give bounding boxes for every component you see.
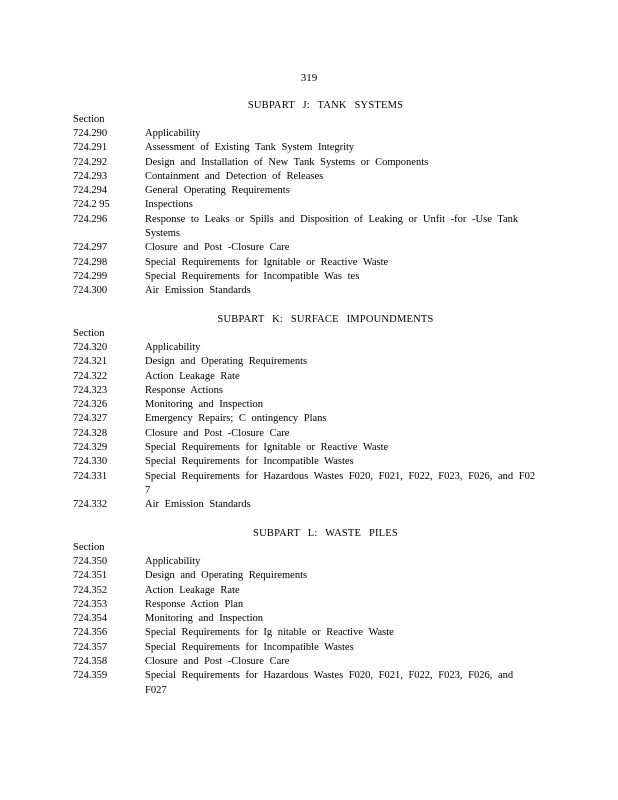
section-entry bbox=[73, 370, 538, 384]
section-number: 724.351 bbox=[73, 570, 108, 582]
section-entry bbox=[73, 141, 538, 155]
section-number: 724.2 95 bbox=[73, 199, 110, 211]
section-entry bbox=[73, 156, 538, 170]
section-entry bbox=[73, 598, 538, 612]
section-title: Special Requirements for Hazardous Wastes F020, F021, F022, F023, F026, and F027 bbox=[145, 670, 514, 696]
section-entry bbox=[73, 213, 538, 242]
section-label: Section bbox=[73, 114, 105, 125]
section-entry bbox=[73, 655, 538, 669]
section-entry bbox=[73, 498, 538, 512]
section-title: Inspections bbox=[145, 199, 193, 211]
section-title: Emergency Repairs; C ontingency Plans bbox=[145, 413, 327, 425]
section-entry bbox=[73, 284, 538, 298]
section-title: Special Requirements for Incompatible Wastes bbox=[145, 641, 354, 653]
subpart-heading: SUBPART K: SURFACE IMPOUNDMENTS bbox=[217, 314, 434, 325]
section-number: 724.323 bbox=[73, 384, 108, 396]
section-number: 724.358 bbox=[73, 656, 108, 668]
section-title: Action Leakage Rate bbox=[145, 584, 240, 596]
section-entry bbox=[73, 241, 538, 255]
section-entry bbox=[73, 626, 538, 640]
section-title: Response to Leaks or Spills and Disposition of Leaking or Unfit -for -Use Tank Systems bbox=[145, 213, 519, 240]
section-title: Design and Operating Requirements bbox=[145, 570, 308, 582]
section-entry bbox=[73, 555, 538, 569]
section-title: Closure and Post -Closure Care bbox=[145, 656, 290, 668]
section-number: 724.328 bbox=[73, 427, 108, 439]
section-title: General Operating Requirements bbox=[145, 185, 290, 197]
section-label: Section bbox=[73, 542, 105, 553]
section-number: 724.357 bbox=[73, 641, 108, 653]
section-title: Applicability bbox=[145, 342, 201, 353]
section-entry bbox=[73, 669, 538, 698]
section-number: 724.290 bbox=[73, 128, 108, 139]
section-number: 724.354 bbox=[73, 613, 108, 625]
section-title: Response Action Plan bbox=[145, 598, 244, 610]
section-entry bbox=[73, 641, 538, 655]
section-number: 724.299 bbox=[73, 270, 108, 282]
section-title: Special Requirements for Ignitable or Reactive Waste bbox=[145, 442, 389, 454]
section-number: 724.293 bbox=[73, 170, 108, 182]
section-number: 724.321 bbox=[73, 356, 108, 368]
section-entry bbox=[73, 384, 538, 398]
subpart-heading: SUBPART L: WASTE PILES bbox=[253, 528, 398, 539]
section-title: Assessment of Existing Tank System Integrity bbox=[145, 142, 355, 154]
section-number: 724.353 bbox=[73, 598, 108, 610]
section-number: 724.332 bbox=[73, 499, 108, 511]
section-title: Design and Installation of New Tank Systems or Components bbox=[145, 156, 429, 168]
page-number: 319 bbox=[300, 72, 318, 84]
section-number: 724.291 bbox=[73, 142, 108, 154]
section-entry bbox=[73, 584, 538, 598]
section-title: Special Requirements for Incompatible Wastes bbox=[145, 456, 354, 468]
section-title: Special Requirements for Ignitable or Reactive Waste bbox=[145, 256, 389, 268]
section-title: Design and Operating Requirements bbox=[145, 356, 308, 368]
subpart-l bbox=[73, 526, 538, 698]
section-title: Special Requirements for Ig nitable or Reactive Waste bbox=[145, 627, 394, 639]
section-title: Closure and Post -Closure Care bbox=[145, 427, 290, 439]
section-title: Monitoring and Inspection bbox=[145, 613, 263, 625]
section-entry bbox=[73, 170, 538, 184]
section-entry bbox=[73, 341, 538, 355]
section-entry bbox=[73, 256, 538, 270]
section-entry bbox=[73, 612, 538, 626]
section-entry bbox=[73, 198, 538, 212]
section-number: 724.331 bbox=[73, 470, 108, 482]
section-title: Closure and Post -Closure Care bbox=[145, 242, 290, 254]
section-number: 724.300 bbox=[73, 285, 108, 297]
section-entry bbox=[73, 441, 538, 455]
section-number: 724.356 bbox=[73, 627, 108, 639]
section-title: Special Requirements for Hazardous Wastes F020, F021, F022, F023, F026, and F02 7 bbox=[145, 470, 536, 496]
section-title: Air Emission Standards bbox=[145, 285, 251, 297]
section-number: 724.329 bbox=[73, 442, 108, 454]
section-entry bbox=[73, 184, 538, 198]
subpart-k bbox=[73, 312, 538, 513]
section-entry bbox=[73, 355, 538, 369]
section-number: 724.298 bbox=[73, 256, 108, 268]
section-entry bbox=[73, 412, 538, 426]
section-number: 724.327 bbox=[73, 413, 108, 425]
section-title: Applicability bbox=[145, 128, 201, 139]
section-number: 724.359 bbox=[73, 670, 108, 682]
section-number: 724.352 bbox=[73, 584, 108, 596]
subpart-j bbox=[73, 98, 538, 299]
section-title: Action Leakage Rate bbox=[145, 370, 240, 382]
section-label: Section bbox=[73, 328, 105, 339]
section-entry bbox=[73, 455, 538, 469]
section-entry bbox=[73, 427, 538, 441]
section-title: Containment and Detection of Releases bbox=[145, 170, 324, 182]
section-number: 724.330 bbox=[73, 456, 108, 468]
section-number: 724.350 bbox=[73, 556, 108, 567]
section-entry bbox=[73, 127, 538, 141]
section-title: Monitoring and Inspection bbox=[145, 399, 263, 411]
section-title: Air Emission Standards bbox=[145, 499, 251, 511]
section-title: Applicability bbox=[145, 556, 201, 567]
section-title: Special Requirements for Incompatible Was tes bbox=[145, 270, 360, 282]
section-number: 724.294 bbox=[73, 185, 108, 197]
section-number: 724.292 bbox=[73, 156, 108, 168]
section-number: 724.322 bbox=[73, 370, 108, 382]
section-entry bbox=[73, 270, 538, 284]
subpart-heading: SUBPART J: TANK SYSTEMS bbox=[247, 100, 404, 111]
section-entry bbox=[73, 569, 538, 583]
section-title: Response Actions bbox=[145, 384, 223, 396]
section-number: 724.326 bbox=[73, 399, 108, 411]
section-number: 724.297 bbox=[73, 242, 108, 254]
section-entry bbox=[73, 398, 538, 412]
section-number: 724.320 bbox=[73, 342, 108, 353]
section-number: 724.296 bbox=[73, 213, 108, 225]
section-entry bbox=[73, 470, 538, 499]
